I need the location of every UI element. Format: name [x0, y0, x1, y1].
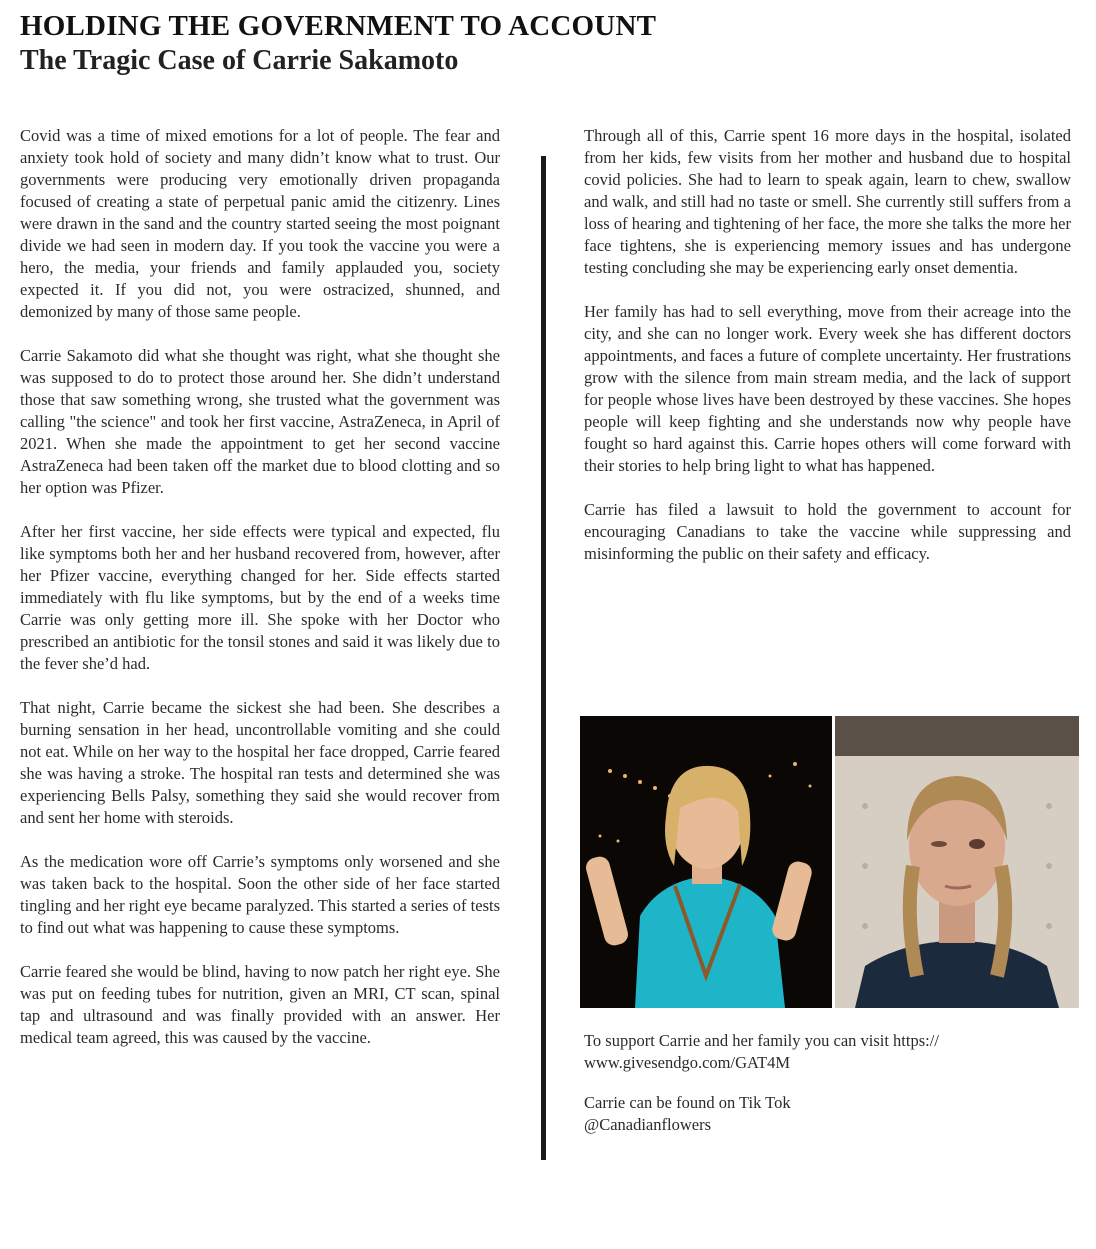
paragraph: Carrie Sakamoto did what she thought was right, what she thought she was supposed to do to protect those around her. She didn’t understand those that saw something wrong, she trusted what the government was calling "the science" and took her first vaccine, AstraZeneca, in April of 2021. When she made the appointment to get her second vaccine AstraZeneca had been taken off the market due to blood clotting and so her option was Pfizer.: [20, 346, 500, 497]
headline: HOLDING THE GOVERNMENT TO ACCOUNT: [20, 10, 657, 42]
photo-before-illustration: [580, 716, 832, 1008]
photo-after: [835, 716, 1079, 1008]
support-note: [584, 1030, 1071, 1074]
support-text: To support Carrie and her family you can visit https://: [584, 1031, 939, 1050]
tiktok-handle[interactable]: @Canadianflowers: [584, 1115, 711, 1134]
photo-after-illustration: [835, 716, 1079, 1008]
support-link[interactable]: www.givesendgo.com/GAT4M: [584, 1053, 791, 1072]
paragraph: Carrie has filed a lawsuit to hold the government to account for encouraging Canadians to take the vaccine while suppressing and misinforming the public on their safety and efficacy.: [584, 500, 1071, 563]
paragraph: Carrie feared she would be blind, having to now patch her right eye. She was put on feeding tubes for nutrition, given an MRI, CT scan, spinal tap and ultrasound and was finally provided with an answer. Her medical team agreed, this was caused by the vaccine.: [20, 962, 500, 1047]
column-divider: [541, 156, 546, 1160]
right-column: [584, 125, 1071, 587]
paragraph: After her first vaccine, her side effects were typical and expected, flu like symptoms both her and her husband recovered from, however, after her Pfizer vaccine, everything changed for her. Side effects started immediately with flu like symptoms, but by the end of a weeks time Carrie was only getting more ill. She spoke with her Doctor who prescribed an antibiotic for the tonsil stones and said it was likely due to the fever she’d had.: [20, 522, 500, 673]
left-column: [20, 125, 500, 1071]
tiktok-text: Carrie can be found on Tik Tok: [584, 1093, 791, 1112]
subheadline: The Tragic Case of Carrie Sakamoto: [20, 45, 459, 76]
paragraph: That night, Carrie became the sickest she had been. She describes a burning sensation in her head, uncontrollable vomiting and she could not eat. While on her way to the hospital her face dropped, Carrie feared she was having a stroke. The hospital ran tests and determined she was experiencing Bells Palsy, something they said she would recover from and sent her home with steroids.: [20, 698, 500, 827]
tiktok-note: [584, 1092, 1071, 1136]
paragraph: As the medication wore off Carrie’s symptoms only worsened and she was taken back to the hospital. Soon the other side of her face started tingling and her right eye became paralyzed. This started a series of tests to find out what was happening to cause these symptoms.: [20, 852, 500, 937]
photo-before: [580, 716, 832, 1008]
paragraph: Covid was a time of mixed emotions for a lot of people. The fear and anxiety took hold of society and many didn’t know what to trust. Our governments were producing very emotionally driven propaganda focused of creating a state of perpetual panic amid the citizenry. Lines were drawn in the sand and the country started seeing the most poignant divide we had seen in modern day. If you took the vaccine you were a hero, the media, your friends and family applauded you, society expected it. If you did not, you were ostracized, shunned, and demonized by many of those same people.: [20, 126, 500, 321]
paragraph: Her family has had to sell everything, move from their acreage into the city, and she can no longer work. Every week she has different doctors appointments, and faces a future of complete uncertainty. Her frustrations grow with the silence from main stream media, and the lack of support for people whose lives have been destroyed by these vaccines. She hopes people will keep fighting and she understands now why people have fought so hard against this. Carrie hopes others will come forward with their stories to help bring light to what has happened.: [584, 302, 1071, 475]
paragraph: Through all of this, Carrie spent 16 more days in the hospital, isolated from her kids, few visits from her mother and husband due to hospital covid policies. She had to learn to speak again, learn to chew, swallow and walk, and still had no taste or smell. She currently still suffers from a loss of hearing and tightening of her face, the more she talks the more her face tightens, she is experiencing memory issues and has undergone testing concluding she may be experiencing early onset dementia.: [584, 126, 1071, 277]
